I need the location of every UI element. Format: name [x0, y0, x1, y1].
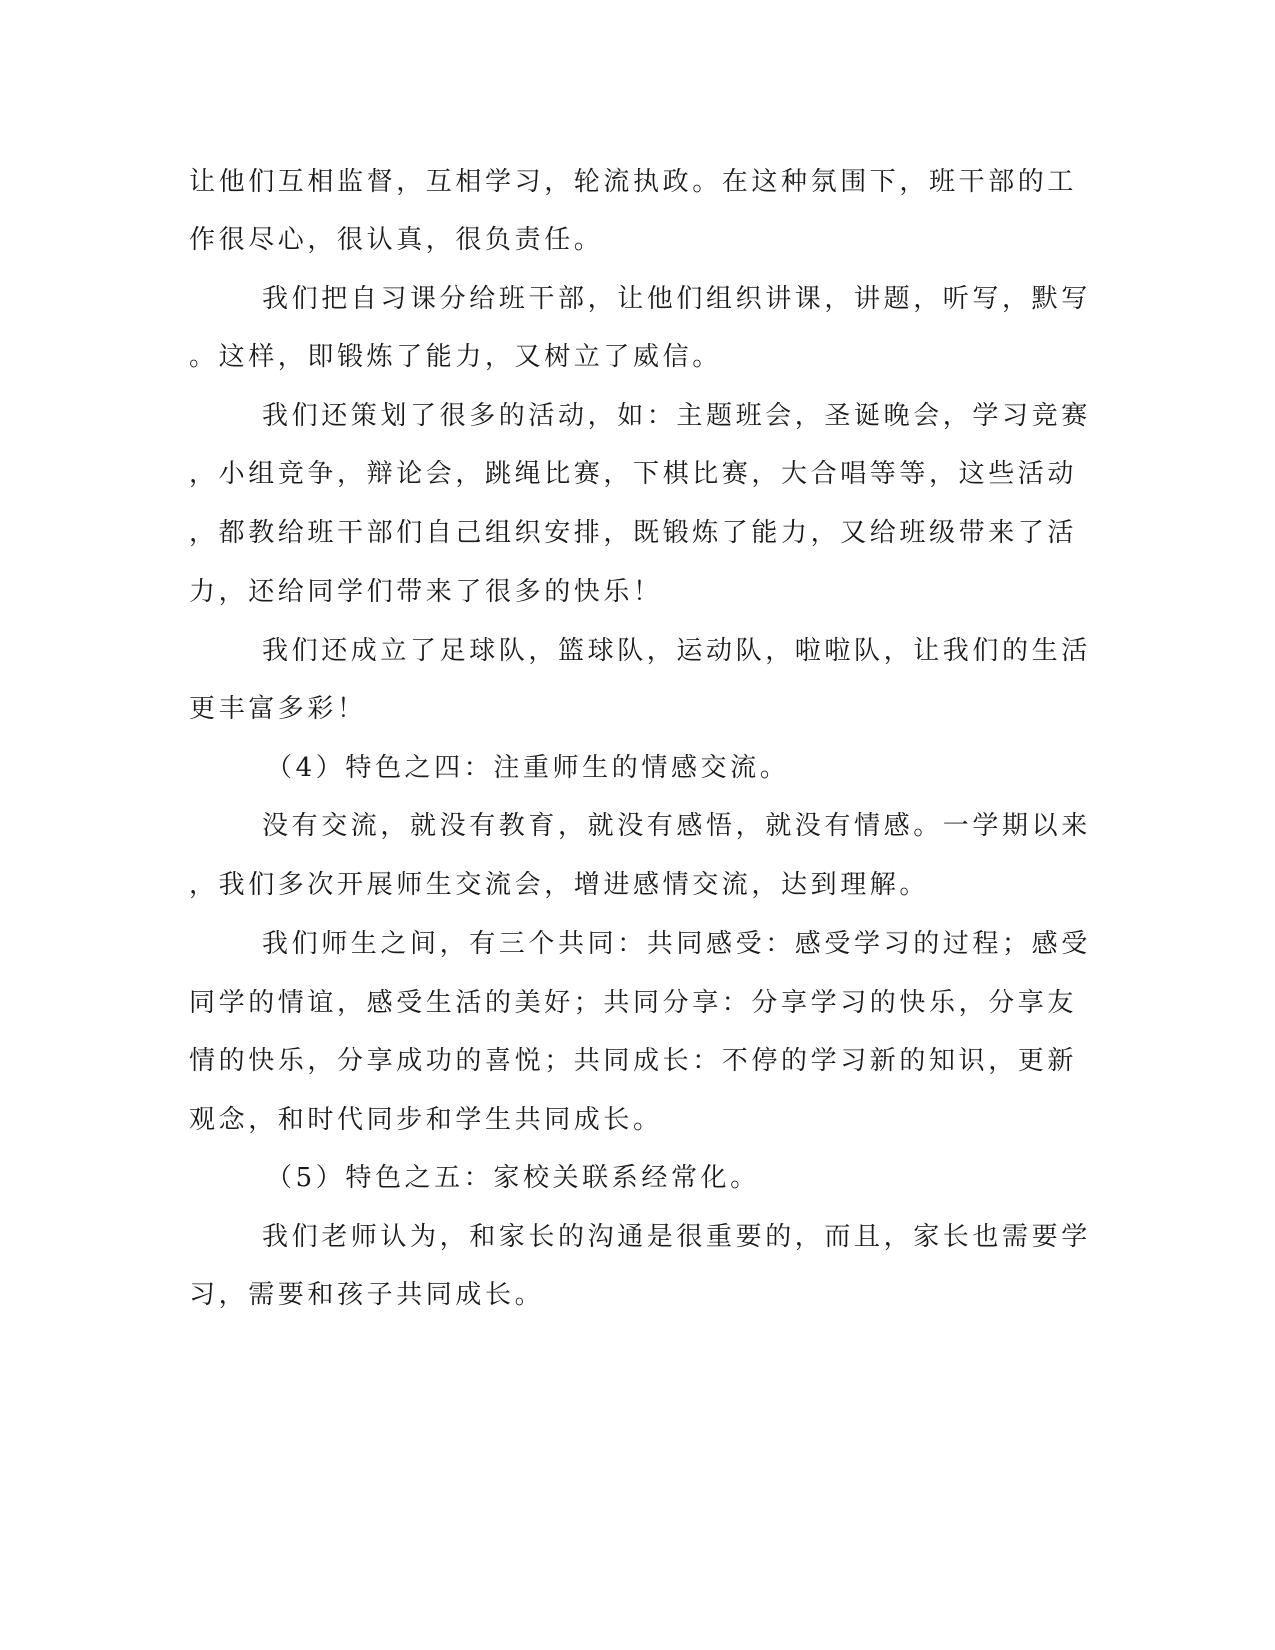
text-line-7: ，都教给班干部们自己组织安排，既锻炼了能力，又给班级带来了活 [189, 518, 1078, 548]
text-line-16: 情的快乐，分享成功的喜悦；共同成长：不停的学习新的知识，更新 [189, 1046, 1078, 1076]
text-line-1: 让他们互相监督，互相学习，轮流执政。在这种氛围下，班干部的工 [189, 167, 1078, 197]
text-line-4: 。这样，即锻炼了能力，又树立了威信。 [189, 342, 722, 372]
text-line-2: 作很尽心，很认真，很负责任。 [189, 225, 604, 255]
text-line-10: 更丰富多彩！ [189, 694, 367, 724]
text-line-20: 习，需要和孩子共同成长。 [189, 1280, 545, 1310]
text-line-8: 力，还给同学们带来了很多的快乐！ [189, 577, 663, 607]
text-line-15: 同学的情谊，感受生活的美好；共同分享：分享学习的快乐，分享友 [189, 988, 1078, 1018]
text-line-17: 观念，和时代同步和学生共同成长。 [189, 1105, 663, 1135]
text-line-3: 我们把自习课分给班干部，让他们组织讲课，讲题，听写，默写 [262, 284, 1091, 314]
section-heading-5: （5）特色之五：家校关联系经常化。 [266, 1163, 760, 1193]
text-line-13: ，我们多次开展师生交流会，增进感情交流，达到理解。 [189, 870, 930, 900]
text-line-12: 没有交流，就没有教育，就没有感悟，就没有情感。一学期以来 [262, 811, 1091, 841]
text-line-14: 我们师生之间，有三个共同：共同感受：感受学习的过程；感受 [262, 929, 1091, 959]
text-line-5: 我们还策划了很多的活动，如：主题班会，圣诞晚会，学习竞赛 [262, 401, 1091, 431]
text-line-6: ，小组竞争，辩论会，跳绳比赛，下棋比赛，大合唱等等，这些活动 [189, 459, 1078, 489]
text-line-9: 我们还成立了足球队，篮球队，运动队，啦啦队，让我们的生活 [262, 636, 1091, 666]
text-line-19: 我们老师认为，和家长的沟通是很重要的，而且，家长也需要学 [262, 1222, 1091, 1252]
section-heading-4: （4）特色之四：注重师生的情感交流。 [266, 753, 790, 783]
